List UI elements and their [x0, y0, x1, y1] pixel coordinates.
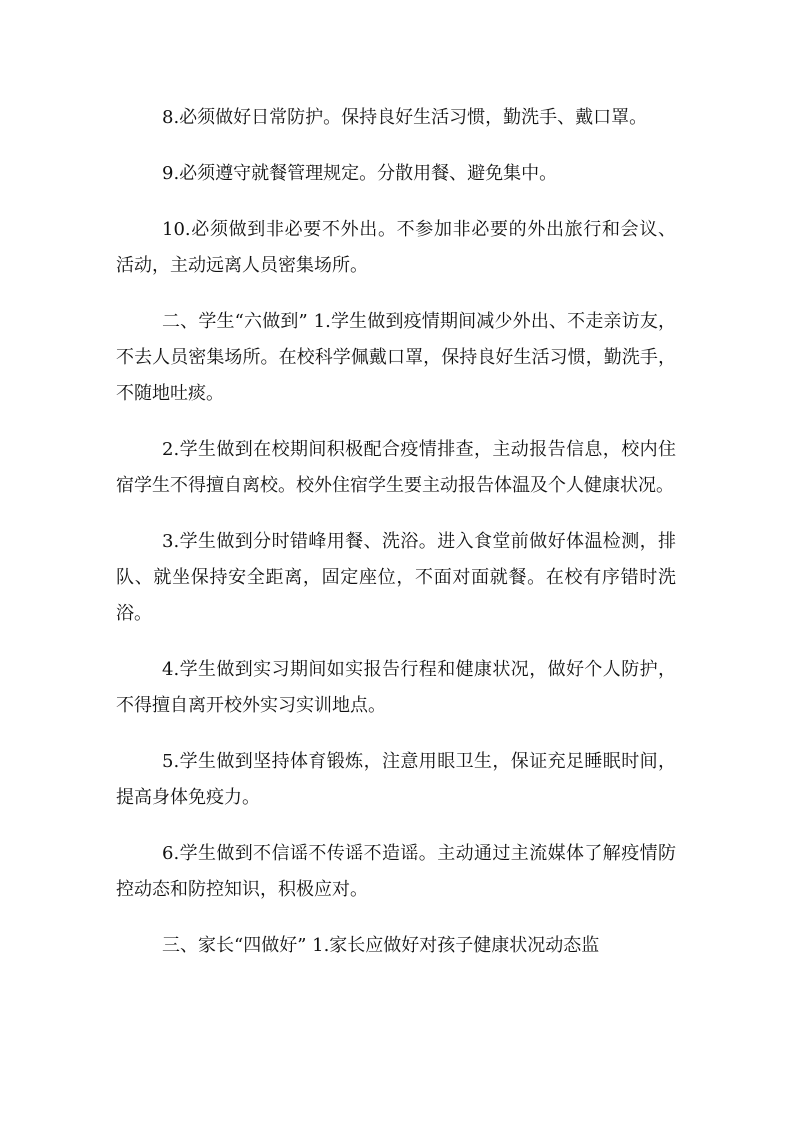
paragraph-students-6: 6.学生做到不信谣不传谣不造谣。主动通过主流媒体了解疫情防控动态和防控知识，积极应对。 [116, 843, 676, 900]
paragraph-students-5: 5.学生做到坚持体育锻炼，注意用眼卫生，保证充足睡眠时间，提高身体免疫力。 [116, 751, 676, 808]
paragraph-students-2: 2.学生做到在校期间积极配合疫情排查，主动报告信息，校内住宿学生不得擅自离校。校外住宿学生要主动报告体温及个人健康状况。 [116, 439, 676, 496]
paragraph-students-3: 3.学生做到分时错峰用餐、洗浴。进入食堂前做好体温检测，排队、就坐保持安全距离，固定座位，不面对面就餐。在校有序错时洗浴。 [116, 531, 676, 624]
paragraph-students-section-1: 二、学生“六做到” 1.学生做到疫情期间减少外出、不走亲访友，不去人员密集场所。在校科学佩戴口罩，保持良好生活习惯，勤洗手，不随地吐痰。 [116, 311, 676, 404]
paragraph-students-4: 4.学生做到实习期间如实报告行程和健康状况，做好个人防护，不得擅自离开校外实习实训地点。 [116, 659, 676, 716]
document-body [116, 100, 676, 984]
paragraph-parents-section-1: 三、家长“四做好” 1.家长应做好对孩子健康状况动态监 [162, 935, 600, 956]
paragraph-rule-9: 9.必须遵守就餐管理规定。分散用餐、避免集中。 [162, 163, 558, 184]
paragraph-rule-10: 10.必须做到非必要不外出。不参加非必要的外出旅行和会议、活动，主动远离人员密集场所。 [116, 219, 676, 276]
paragraph-rule-8: 8.必须做好日常防护。保持良好生活习惯，勤洗手、戴口罩。 [162, 107, 648, 128]
